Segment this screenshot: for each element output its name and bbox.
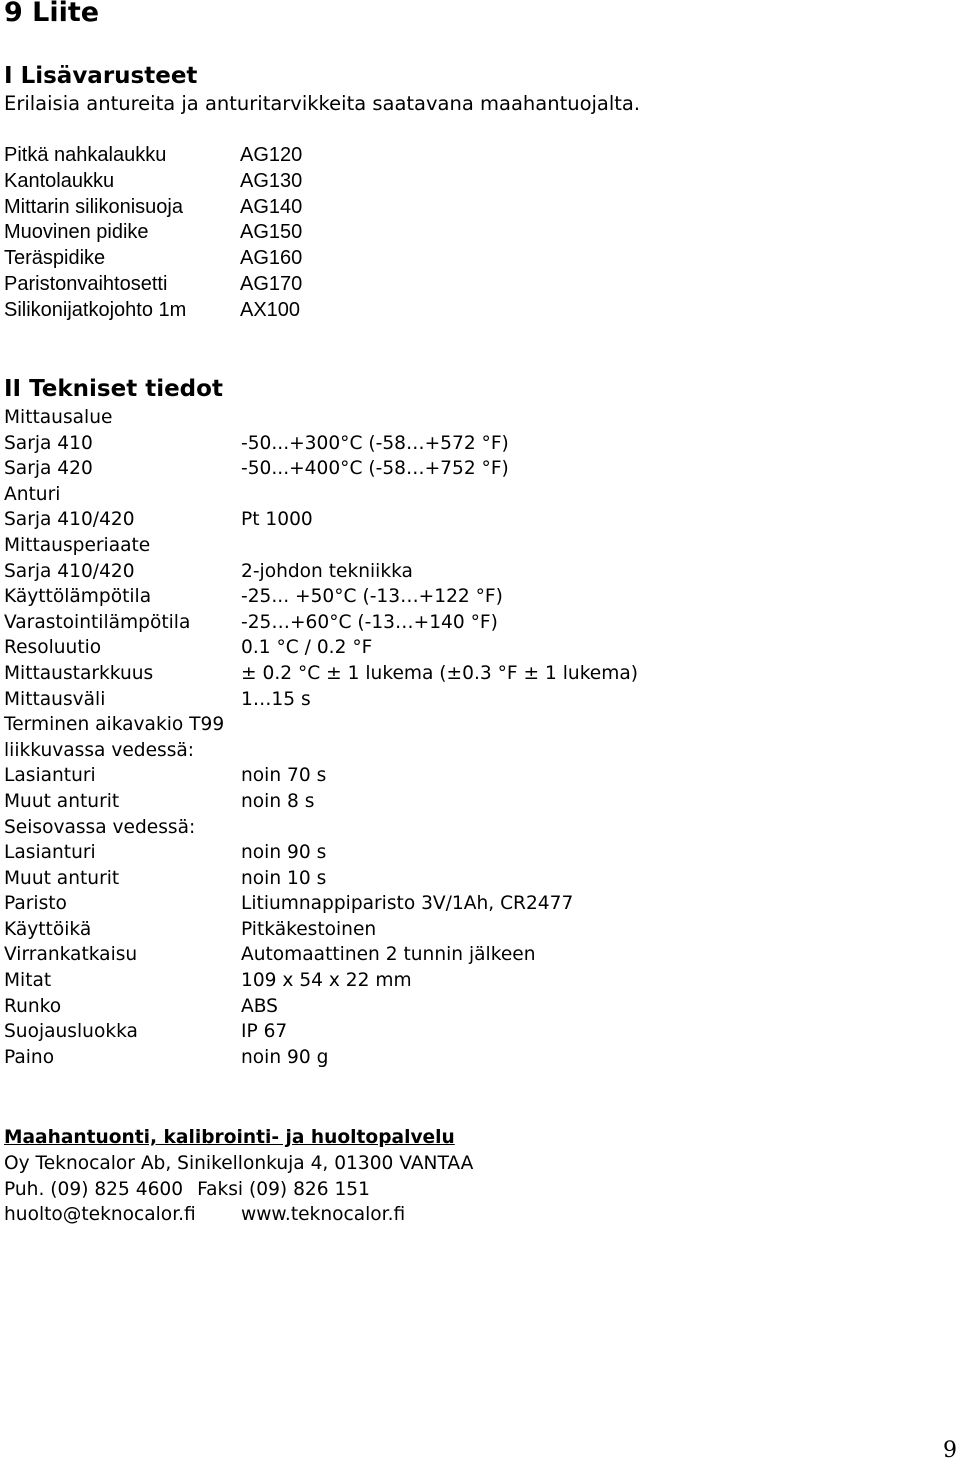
accessory-code: AG160 <box>240 247 303 270</box>
spec-label: Varastointilämpötila <box>4 611 191 633</box>
accessory-code: AG170 <box>240 272 303 295</box>
spec-label: Mitat <box>4 970 52 992</box>
spec-value: ABS <box>241 995 278 1017</box>
spec-value: noin 10 s <box>241 867 327 889</box>
spec-value: 109 x 54 x 22 mm <box>241 970 412 992</box>
spec-label: Mittaustarkkuus <box>4 662 154 684</box>
spec-label: Paristo <box>4 893 67 915</box>
accessory-name: Muovinen pidike <box>4 221 149 244</box>
spec-value: noin 90 g <box>241 1046 329 1068</box>
spec-label: Muut anturit <box>4 867 120 889</box>
accessory-name: Silikonijatkojohto 1m <box>4 298 187 321</box>
contact-phone: Puh. (09) 825 4600 <box>4 1178 184 1200</box>
accessory-name: Teräspidike <box>4 247 106 270</box>
spec-value: ± 0.2 °C ± 1 lukema (±0.3 °F ± 1 lukema) <box>241 662 639 684</box>
spec-value: 1…15 s <box>241 688 311 710</box>
contact-block <box>4 1125 473 1228</box>
spec-label: Mittausperiaate <box>4 534 151 556</box>
spec-value: -25... +50°C (-13…+122 °F) <box>241 586 503 608</box>
contact-fax: Faksi (09) 826 151 <box>197 1178 370 1200</box>
spec-label: Mittausalue <box>4 407 113 428</box>
spec-value: noin 70 s <box>241 765 327 787</box>
spec-label: Resoluutio <box>4 637 102 659</box>
spec-value: Pitkäkestoinen <box>241 918 377 940</box>
spec-label: Terminen aikavakio T99 <box>4 714 225 736</box>
spec-label: Mittausväli <box>4 688 106 710</box>
spec-value: Litiumnappiparisto 3V/1Ah, CR2477 <box>241 893 574 915</box>
spec-value: -50...+300°C (-58…+572 °F) <box>241 432 509 454</box>
spec-value: Pt 1000 <box>241 509 313 531</box>
accessory-code: AG150 <box>240 221 303 244</box>
contact-heading: Maahantuonti, kalibrointi- ja huoltopalvelu <box>4 1127 455 1148</box>
contact-email[interactable]: huolto@teknocalor.fi <box>4 1204 196 1226</box>
accessory-code: AX100 <box>240 298 301 321</box>
spec-label: Virrankatkaisu <box>4 944 138 966</box>
spec-value: Automaattinen 2 tunnin jälkeen <box>241 944 536 966</box>
spec-label: Seisovassa vedessä: <box>4 816 196 838</box>
spec-label: Suojausluokka <box>4 1021 138 1043</box>
contact-address: Oy Teknocalor Ab, Sinikellonkuja 4, 01300 VANTAA <box>4 1152 474 1174</box>
spec-label: Sarja 420 <box>4 458 93 480</box>
spec-label: Muut anturit <box>4 790 120 812</box>
accessory-code: AG120 <box>240 144 303 166</box>
spec-label: liikkuvassa vedessä: <box>4 739 195 761</box>
spec-label: Paino <box>4 1046 55 1068</box>
spec-value: IP 67 <box>241 1021 288 1043</box>
accessory-code: AG130 <box>240 169 303 192</box>
accessory-name: Pitkä nahkalaukku <box>4 144 167 166</box>
spec-label: Anturi <box>4 483 61 505</box>
spec-label: Runko <box>4 995 62 1017</box>
accessory-name: Kantolaukku <box>4 169 115 192</box>
spec-value: noin 90 s <box>241 842 327 864</box>
accessories-intro: Erilaisia antureita ja anturitarvikkeita saatavana maahantuojalta. <box>4 92 641 115</box>
contact-website[interactable]: www.teknocalor.fi <box>241 1204 406 1226</box>
specs-heading: II Tekniset tiedot <box>4 376 223 402</box>
spec-label: Lasianturi <box>4 765 96 787</box>
accessories-heading: I Lisävarusteet <box>4 63 198 89</box>
spec-value: 0.1 °C / 0.2 °F <box>241 637 373 659</box>
spec-label: Käyttölämpötila <box>4 586 152 608</box>
spec-label: Sarja 410 <box>4 432 93 454</box>
spec-value: noin 8 s <box>241 790 315 812</box>
spec-value: -50...+400°C (-58…+752 °F) <box>241 458 509 480</box>
spec-value: 2-johdon tekniikka <box>241 560 413 582</box>
spec-label: Käyttöikä <box>4 918 92 940</box>
page-title: 9 Liite <box>4 0 100 28</box>
accessory-name: Paristonvaihtosetti <box>4 272 168 295</box>
spec-label: Sarja 410/420 <box>4 560 135 582</box>
accessory-code: AG140 <box>240 195 303 218</box>
spec-label: Sarja 410/420 <box>4 509 135 531</box>
page-number: 9 <box>943 1438 957 1463</box>
spec-value: -25…+60°C (-13…+140 °F) <box>241 611 498 633</box>
spec-label: Lasianturi <box>4 842 96 864</box>
accessory-name: Mittarin silikonisuoja <box>4 195 183 218</box>
